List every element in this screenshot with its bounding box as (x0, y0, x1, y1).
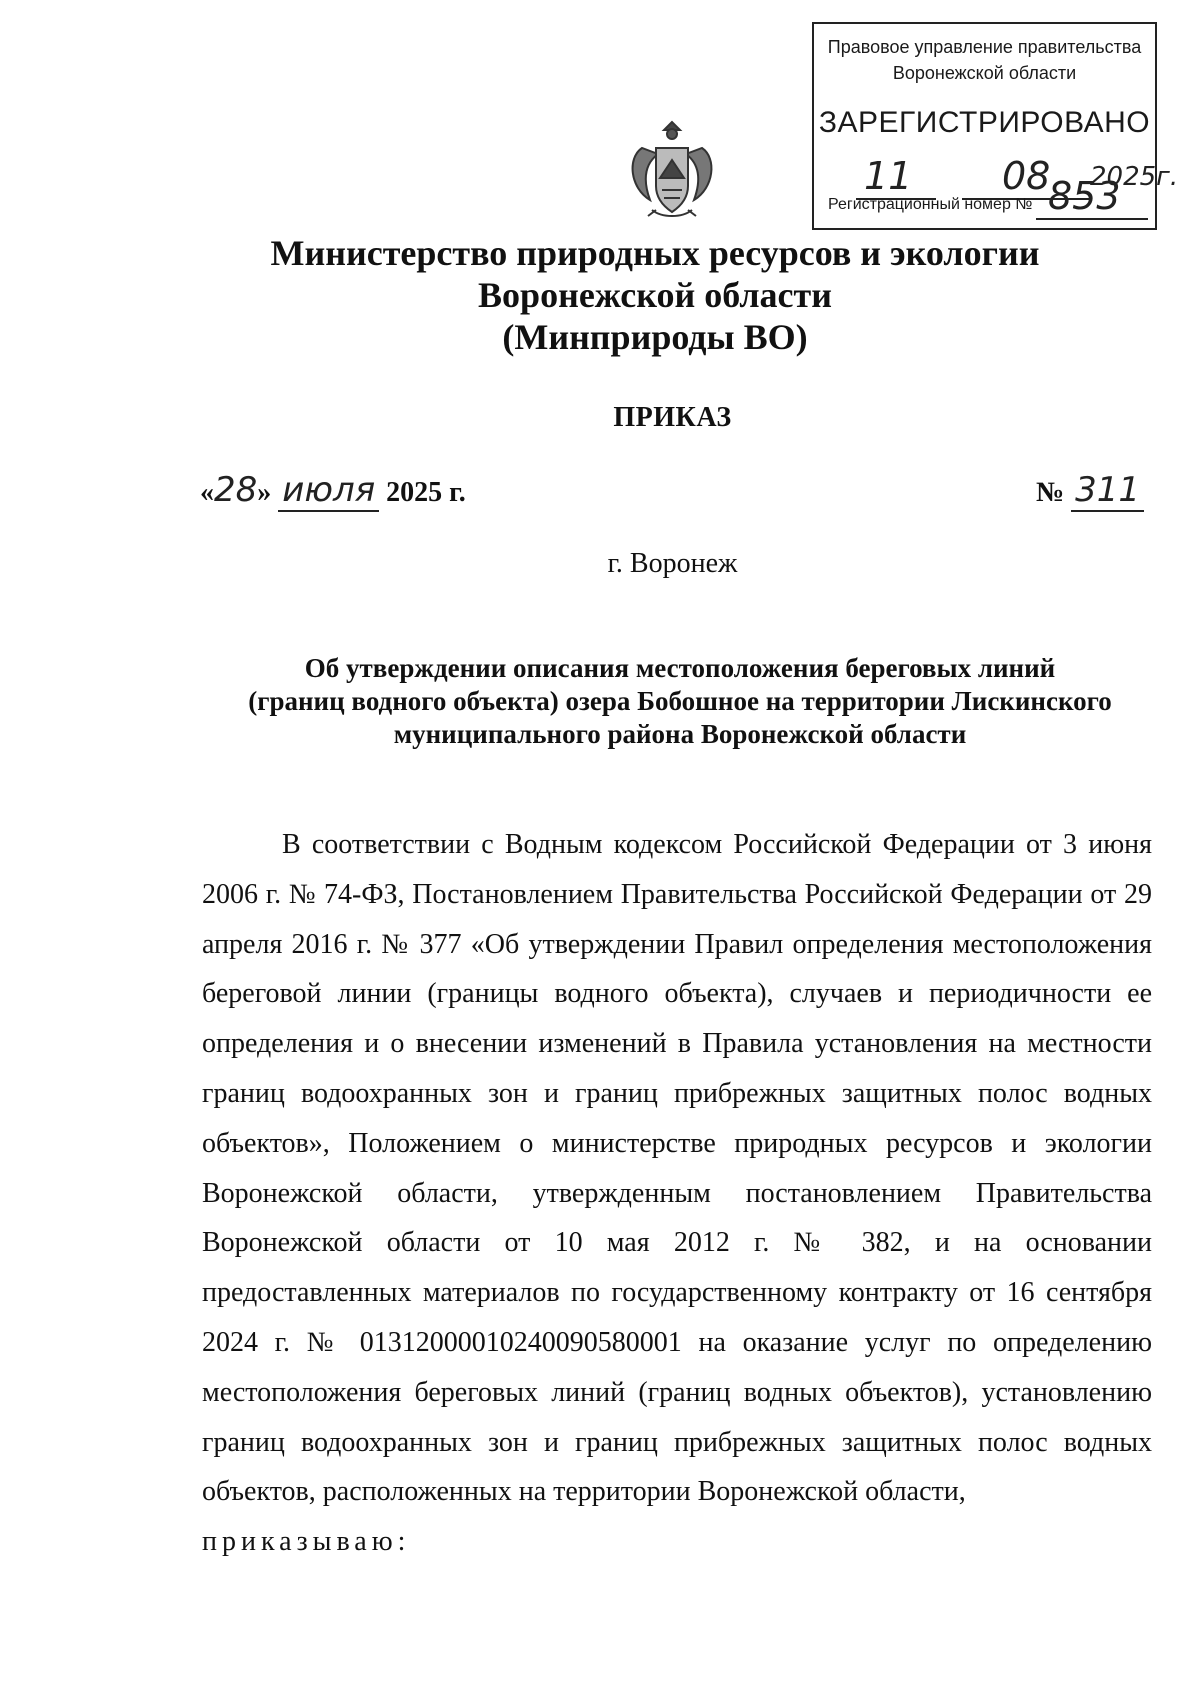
stamp-year: 2025г. (1090, 162, 1179, 192)
ministry-name-line1: Министерство природных ресурсов и экологии (270, 233, 1040, 273)
body-text: В соответствии с Водным кодексом Российской Федерации от 3 июня 2006 г. № 74-ФЗ, Постановлением Правительства Российской Федерации от 29 апреля 2016 г. № 377 «Об утверждении Правил определения местоположения береговой линии (границы водного объекта), случаев и периодичности ее определения и о внесении изменений в Правила установления на местности границ водоохранных зон и границ прибрежных защитных полос водных объектов», Положением о министерстве природных ресурсов и экологии Воронежской области, утвержденным постановлением Правительства Воронежской области от 10 мая 2012 г. № 382, и на основании предоставленных материалов по государственному контракту от 16 сентября 2024 г. № 0131200001024009058000‍1 на оказание услуг по определению местоположения береговых линий (границ водных объектов), установлению границ водоохранных зон и границ прибрежных защитных полос водных объектов, расположенных на территории Воронежской области, (202, 829, 1152, 1508)
ministry-header (0, 232, 1200, 358)
stamp-day: 11 (864, 154, 913, 198)
order-subject (200, 652, 1160, 751)
order-date-number-row (200, 466, 1150, 516)
subject-line1: Об утверждении описания местоположения береговых линий (304, 653, 1056, 683)
order-city: г. Воронеж (607, 548, 738, 579)
order-title: ПРИКАЗ (613, 402, 732, 433)
stamp-status: ЗАРЕГИСТРИРОВАНО (818, 106, 1151, 139)
stamp-regno-value: 853 (1048, 174, 1121, 218)
ministry-name-line2: Воронежской области (478, 275, 832, 315)
order-number-value: 311 (1071, 470, 1144, 512)
order-number (1036, 470, 1144, 512)
body-closing: приказываю: (202, 1526, 411, 1558)
stamp-organization (814, 34, 1155, 86)
stamp-org-line2: Воронежской области (892, 63, 1077, 83)
stamp-regno-label: Регистрационный номер № (828, 196, 1033, 213)
ministry-name-line3: (Минприроды ВО) (502, 317, 808, 357)
order-date-day: 28 (214, 470, 258, 510)
stamp-regno-underline (1036, 218, 1148, 220)
order-date: «28» июля 2025 г. (200, 470, 466, 510)
subject-line2: (границ водного объекта) озера Бобошное на территории Лискинского (248, 686, 1112, 716)
order-date-month: июля (282, 470, 376, 510)
order-date-year: 2025 г. (386, 477, 466, 508)
order-body-paragraph (202, 820, 1152, 1567)
coat-of-arms-icon (622, 118, 722, 228)
stamp-month: 08 (1002, 154, 1051, 198)
registration-stamp (812, 22, 1179, 230)
order-number-label: № (1035, 477, 1065, 508)
stamp-org-line1: Правовое управление правительства (827, 37, 1142, 57)
subject-line3: муниципального района Воронежской области (393, 719, 967, 749)
